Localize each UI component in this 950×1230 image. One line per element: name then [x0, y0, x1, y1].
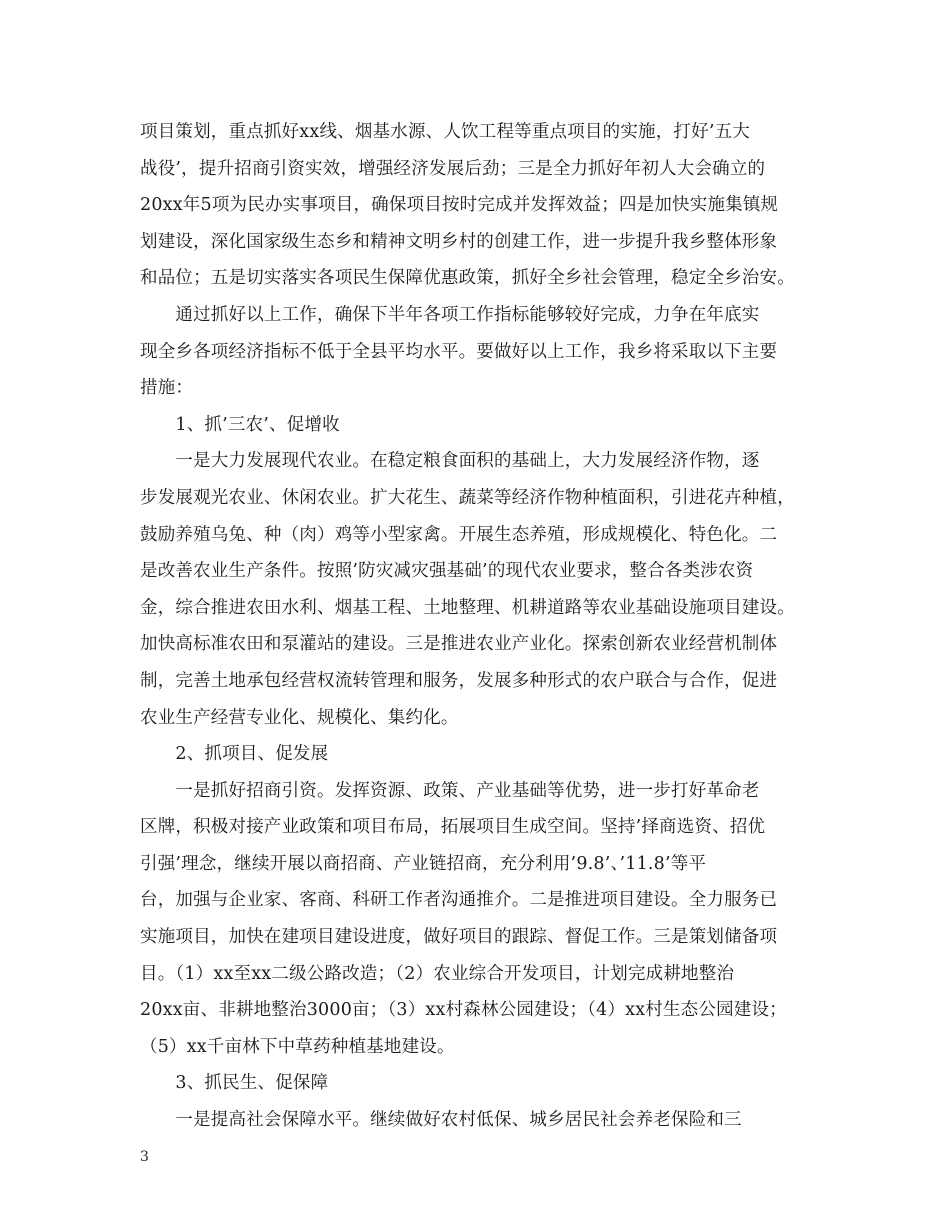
- page-number: 3: [140, 1149, 149, 1165]
- text-line: 一是大力发展现代农业。在稳定粮食面积的基础上，大力发展经济作物，逐: [140, 451, 760, 472]
- text-line: 1、抓’三农’、促增收: [140, 414, 340, 435]
- text-line: 战役’，提升招商引资实效，增强经济发展后劲；三是全力抓好年初人大会确立的: [140, 158, 766, 179]
- text-line: 加快高标准农田和泵灌站的建设。三是推进农业产业化。探索创新农业经营机制体: [140, 634, 778, 655]
- text-line: 鼓励养殖乌兔、种（肉）鸡等小型家禽。开展生态养殖，形成规模化、特色化。二: [140, 524, 778, 545]
- text-line: 制，完善土地承包经营权流转管理和服务，发展多种形式的农户联合与合作，促进: [140, 670, 778, 691]
- text-line: 现全乡各项经济指标不低于全县平均水平。要做好以上工作，我乡将采取以下主要: [140, 341, 778, 362]
- text-line: 通过抓好以上工作，确保下半年各项工作指标能够较好完成，力争在年底实: [140, 304, 760, 325]
- text-line: 项目策划，重点抓好xx线、烟基水源、人饮工程等重点项目的实施，打好’五大: [140, 122, 750, 142]
- text-line: 划建设，深化国家级生态乡和精神文明乡村的创建工作，进一步提升我乡整体形象: [140, 231, 778, 252]
- text-line: 目。（1）xx至xx二级公路改造；（2）农业综合开发项目，计划完成耕地整治: [140, 963, 735, 984]
- text-line: 引强’理念，继续开展以商招商、产业链招商，充分利用’9.8’、’11.8’等平: [140, 853, 707, 874]
- text-line: 2、抓项目、促发展: [140, 744, 329, 765]
- text-line: 20xx亩、非耕地整治3000亩；（3）xx村森林公园建设；（4）xx村生态公园建设；: [140, 1000, 787, 1021]
- text-line: 和品位；五是切实落实各项民生保障优惠政策，抓好全乡社会管理，稳定全乡治安。: [140, 268, 795, 289]
- text-line: 台，加强与企业家、客商、科研工作者沟通推介。二是推进项目建设。全力服务已: [140, 890, 778, 911]
- text-line: 3、抓民生、促保障: [140, 1073, 329, 1094]
- text-line: 实施项目，加快在建项目建设进度，做好项目的跟踪、督促工作。三是策划储备项: [140, 927, 778, 948]
- body-text: [140, 114, 830, 1139]
- text-line: 一是提高社会保障水平。继续做好农村低保、城乡居民社会养老保险和三: [140, 1110, 742, 1131]
- text-line: 区牌，积极对接产业政策和项目布局，拓展项目生成空间。坚持’择商选资、招优: [140, 817, 766, 838]
- text-line: 步发展观光农业、休闲农业。扩大花生、蔬菜等经济作物种植面积，引进花卉种植，: [140, 487, 795, 508]
- text-line: 措施：: [140, 378, 194, 399]
- text-line: 金，综合推进农田水利、烟基工程、土地整理、机耕道路等农业基础设施项目建设。: [140, 597, 795, 618]
- text-line: （5）xx千亩林下中草药种植基地建设。: [140, 1036, 455, 1057]
- text-line: 一是抓好招商引资。发挥资源、政策、产业基础等优势，进一步打好革命老: [140, 780, 760, 801]
- text-line: 是改善农业生产条件。按照’防灾减灾强基础’的现代农业要求，整合各类涉农资: [140, 561, 754, 582]
- text-line: 农业生产经营专业化、规模化、集约化。: [140, 707, 459, 728]
- text-line: 20xx年5项为民办实事项目，确保项目按时完成并发挥效益；四是加快实施集镇规: [140, 195, 779, 216]
